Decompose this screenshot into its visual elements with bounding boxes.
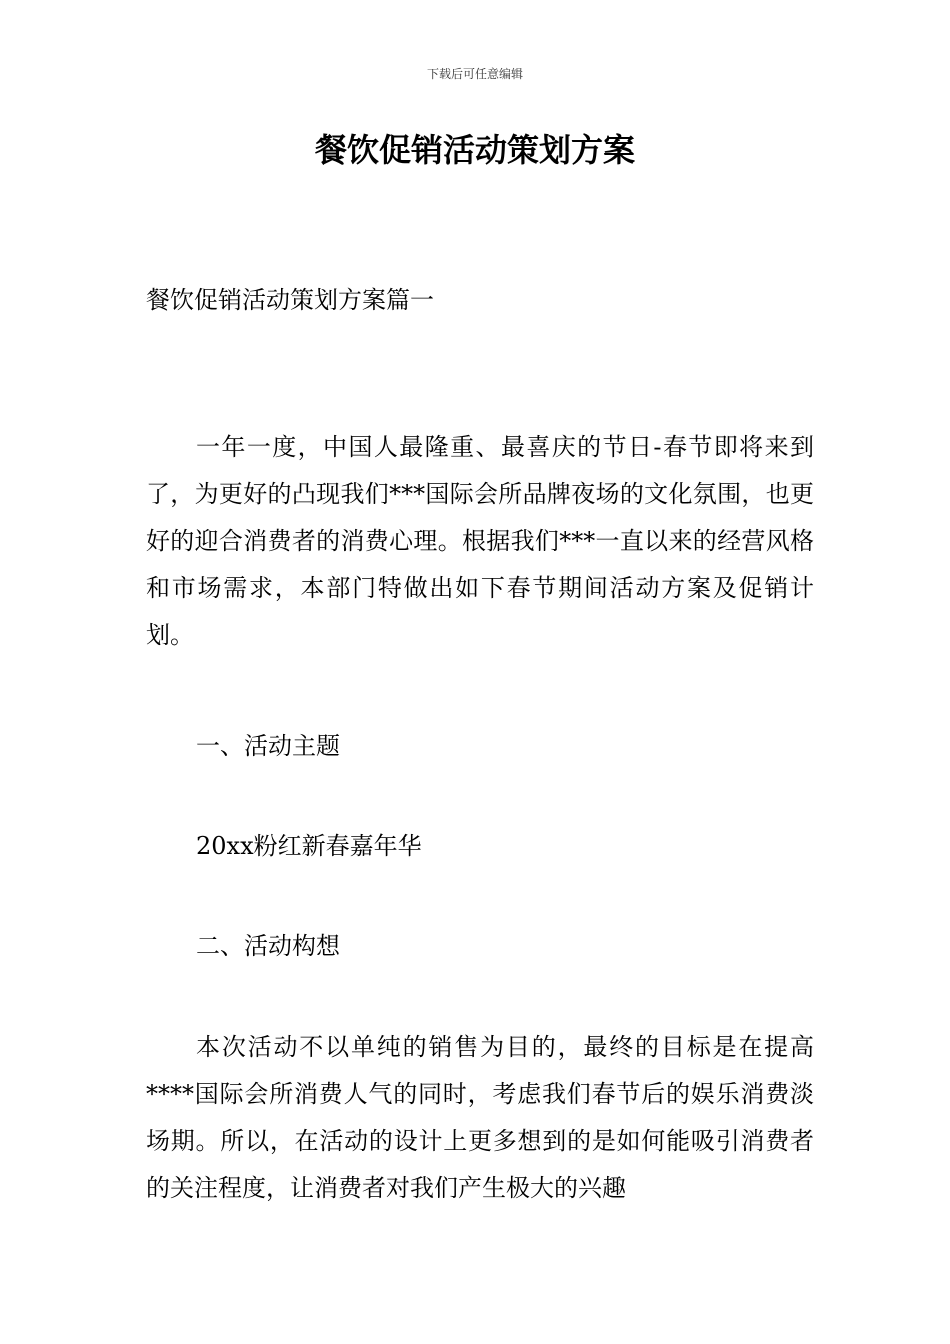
activity-theme-text: 20xx粉红新春嘉年华	[196, 832, 422, 860]
document-title: 餐饮促销活动策划方案	[314, 131, 635, 169]
header-note: 下载后可任意编辑	[426, 67, 523, 81]
heading-activity-theme: 一、活动主题	[196, 732, 340, 760]
concept-paragraph: 本次活动不以单纯的销售为目的，最终的目标是在提高****国际会所消费人气的同时，考虑我们春节后的娱乐消费淡场期。所以，在活动的设计上更多想到的是如何能吸引消费者的关注程度，让消费者对我们产生极大的兴趣	[146, 1033, 814, 1202]
section-title: 餐饮促销活动策划方案篇一	[146, 286, 434, 314]
intro-paragraph: 一年一度，中国人最隆重、最喜庆的节日-春节即将来到了，为更好的凸现我们***国际会所品牌夜场的文化氛围，也更好的迎合消费者的消费心理。根据我们***一直以来的经营风格和市场需求，本部门特做出如下春节期间活动方案及促销计划。	[146, 433, 814, 649]
heading-activity-concept: 二、活动构想	[196, 932, 340, 960]
